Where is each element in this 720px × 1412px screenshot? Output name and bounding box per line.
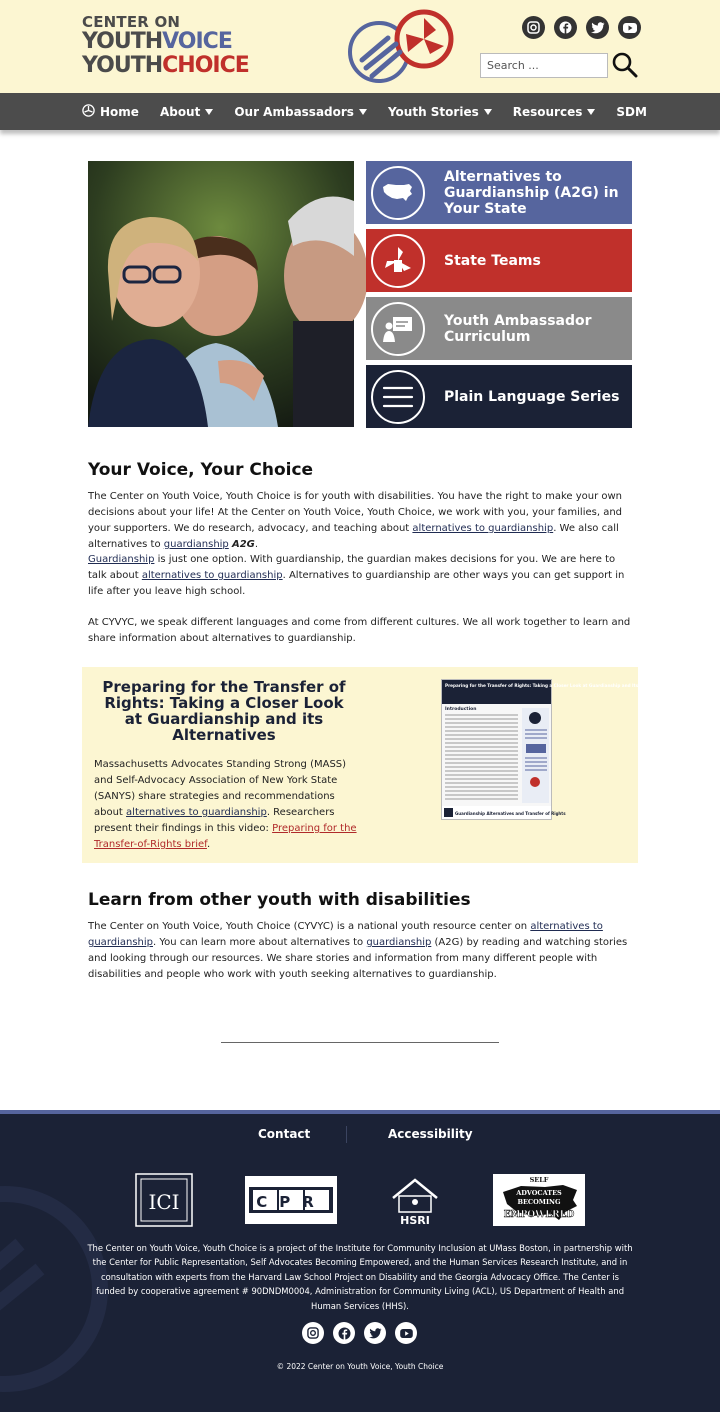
logo-cpr-text: CPR	[256, 1193, 326, 1211]
tile-youth-ambassador-curriculum[interactable]	[366, 297, 632, 360]
search-form	[480, 52, 638, 78]
home-icon	[82, 104, 95, 120]
nav-resources-label: Resources	[512, 104, 583, 119]
nav-sdm-label: SDM	[616, 104, 647, 119]
logo-sabe-text-3: BECOMING	[517, 1198, 561, 1206]
logo-voice: VOICE	[162, 29, 232, 54]
link-guardianship[interactable]: Guardianship	[88, 554, 155, 565]
tile-plain-language-series[interactable]	[366, 365, 632, 428]
tile-label: Plain Language Series	[444, 388, 620, 405]
search-input[interactable]	[480, 53, 608, 78]
instagram-icon[interactable]	[302, 1322, 324, 1344]
twitter-icon[interactable]	[364, 1322, 386, 1344]
nav-ambassadors[interactable]	[234, 105, 367, 119]
site-header	[0, 0, 720, 93]
main-nav	[0, 93, 720, 130]
logo-sabe-text-1: SELF	[529, 1176, 549, 1184]
brief-title: Preparing for the Transfer of Rights: Taking a Closer Look at Guardianship and Its Alternatives	[445, 683, 669, 688]
footer-copyright: © 2022 Center on Youth Voice, Youth Choice	[276, 1362, 444, 1371]
logo-ici[interactable]	[135, 1173, 193, 1227]
link-guardianship[interactable]: guardianship	[163, 539, 229, 550]
tile-state-teams[interactable]	[366, 229, 632, 292]
brief-intro: Introduction	[445, 707, 477, 712]
nav-about[interactable]	[160, 105, 213, 119]
site-footer	[0, 1114, 720, 1412]
caret-down-icon	[205, 109, 213, 115]
instagram-icon[interactable]	[522, 16, 545, 39]
presenter-icon	[371, 302, 425, 356]
transfer-of-rights-callout	[82, 667, 669, 863]
logo-cpr[interactable]	[245, 1176, 337, 1224]
caret-down-icon	[484, 109, 492, 115]
nav-about-label: About	[159, 104, 201, 119]
link-alternatives-to-guardianship[interactable]: alternatives to guardianship	[126, 807, 267, 818]
tile-a2g-in-your-state[interactable]	[366, 161, 632, 224]
caret-down-icon	[359, 109, 367, 115]
section-heading-your-voice: Your Voice, Your Choice	[88, 460, 314, 480]
callout-text: Massachusetts Advocates Standing Strong (MASS) and Self-Advocacy Association of New York State (SANYS) share strategies and recommendations about alternatives to guardianship. Researchers present their findings in this video: Preparing for the Transfer-of-Rights brief.	[94, 759, 357, 850]
nav-home[interactable]	[82, 104, 139, 120]
nav-home-label: Home	[100, 104, 139, 119]
tile-label: Alternatives to Guardianship (A2G) in Your State	[444, 168, 619, 217]
logo-ici-text: ICI	[148, 1190, 180, 1214]
hero-photo	[88, 161, 354, 427]
link-alternatives-to-guardianship[interactable]: alternatives to guardianship	[412, 523, 554, 534]
footer-link-separator	[346, 1126, 347, 1143]
facebook-icon[interactable]	[554, 16, 577, 39]
facebook-icon[interactable]	[333, 1322, 355, 1344]
logo-line-1: CENTER ON	[82, 13, 181, 31]
logo-choice: CHOICE	[162, 53, 249, 78]
nav-resources[interactable]	[513, 105, 596, 119]
brief-footer: Guardianship Alternatives and Transfer of Rights	[455, 811, 566, 816]
youtube-icon[interactable]	[395, 1322, 417, 1344]
logo-sabe-text-2: ADVOCATES	[516, 1189, 562, 1197]
youtube-icon[interactable]	[618, 16, 641, 39]
site-logo[interactable]	[82, 14, 249, 78]
a2g-emphasis: A2G	[231, 539, 255, 550]
link-alternatives-to-guardianship[interactable]: alternatives to guardianship	[141, 570, 283, 581]
header-social-links	[522, 16, 641, 39]
link-guardianship[interactable]: guardianship	[366, 937, 432, 948]
intro-paragraph-3: At CYVYC, we speak different languages and come from different cultures. We all work together to learn and share information about alternatives to guardianship.	[88, 617, 631, 644]
logo-hsri[interactable]	[387, 1174, 443, 1228]
intro-paragraph-1: The Center on Youth Voice, Youth Choice is for youth with disabilities. You have the right to make your own decisions about your life! At the Center on Youth Voice, Youth Choice, we work with you, your families, and your supporters. We do research, advocacy, and teaching about alternatives to guardianship. We also call alternatives to guardianship A2G.	[88, 491, 623, 550]
twitter-icon[interactable]	[586, 16, 609, 39]
content-divider	[221, 1042, 499, 1043]
nav-sdm[interactable]	[616, 105, 647, 119]
logo-emblem-icon	[348, 8, 458, 90]
menu-lines-icon	[371, 370, 425, 424]
intro-paragraph-2: Guardianship is just one option. With guardianship, the guardian makes decisions for you. We are here to talk about alternatives to guardianship. Alternatives to guardianship are other ways you can get support in life after you leave high school.	[88, 554, 625, 597]
logo-youth: YOUTH	[82, 29, 163, 54]
section-heading-learn: Learn from other youth with disabilities	[88, 890, 471, 910]
link-alternatives-to-guardianship[interactable]: alternatives to guardianship	[88, 921, 603, 948]
search-icon[interactable]	[612, 52, 638, 78]
logo-sabe[interactable]	[493, 1174, 585, 1226]
logo-hsri-text: HSRI	[400, 1214, 430, 1227]
nav-youth-stories[interactable]	[388, 105, 492, 119]
tile-label: State Teams	[444, 252, 541, 269]
us-map-icon	[371, 166, 425, 220]
brief-thumbnail[interactable]	[441, 679, 669, 820]
callout-title: Preparing for the Transfer of Rights: Taking a Closer Look at Guardianship and its Alternatives	[102, 678, 346, 744]
nav-stories-label: Youth Stories	[387, 104, 479, 119]
footer-link-accessibility[interactable]: Accessibility	[388, 1127, 473, 1141]
logo-sabe-text-4: EMPOWERED	[503, 1210, 575, 1220]
link-transfer-of-rights-brief[interactable]: Preparing for the Transfer-of-Rights brief	[94, 823, 357, 850]
footer-link-contact[interactable]: Contact	[258, 1127, 311, 1141]
learn-paragraph: The Center on Youth Voice, Youth Choice (CYVYC) is a national youth resource center on alternatives to guardianship. You can learn more about alternatives to guardianship (A2G) by reading and watching stories and looking through our resources. We share stories and information from many different people with disabilities and people who work with youth seeking alternatives to guardianship.	[88, 921, 628, 980]
caret-down-icon	[587, 109, 595, 115]
footer-funding-text: The Center on Youth Voice, Youth Choice is a project of the Institute for Community Inclusion at UMass Boston, in partnership with the Center for Public Representation, Self Advocates Becoming Empowered, and the Human Services Research Institute, and in consultation with experts from the Harvard Law School Project on Disability and the Georgia Advocacy Office. The Center is funded by cooperative agreement # 90DNDM0004, Administration for Community Living (ACL), US Department of Health and Human Services (HHS).	[87, 1243, 633, 1311]
nav-ambassadors-label: Our Ambassadors	[234, 104, 354, 119]
tile-label: Youth Ambassador Curriculum	[444, 312, 592, 345]
hands-icon	[371, 234, 425, 288]
logo-youth-2: YOUTH	[82, 53, 163, 78]
footer-social-links	[302, 1322, 417, 1344]
